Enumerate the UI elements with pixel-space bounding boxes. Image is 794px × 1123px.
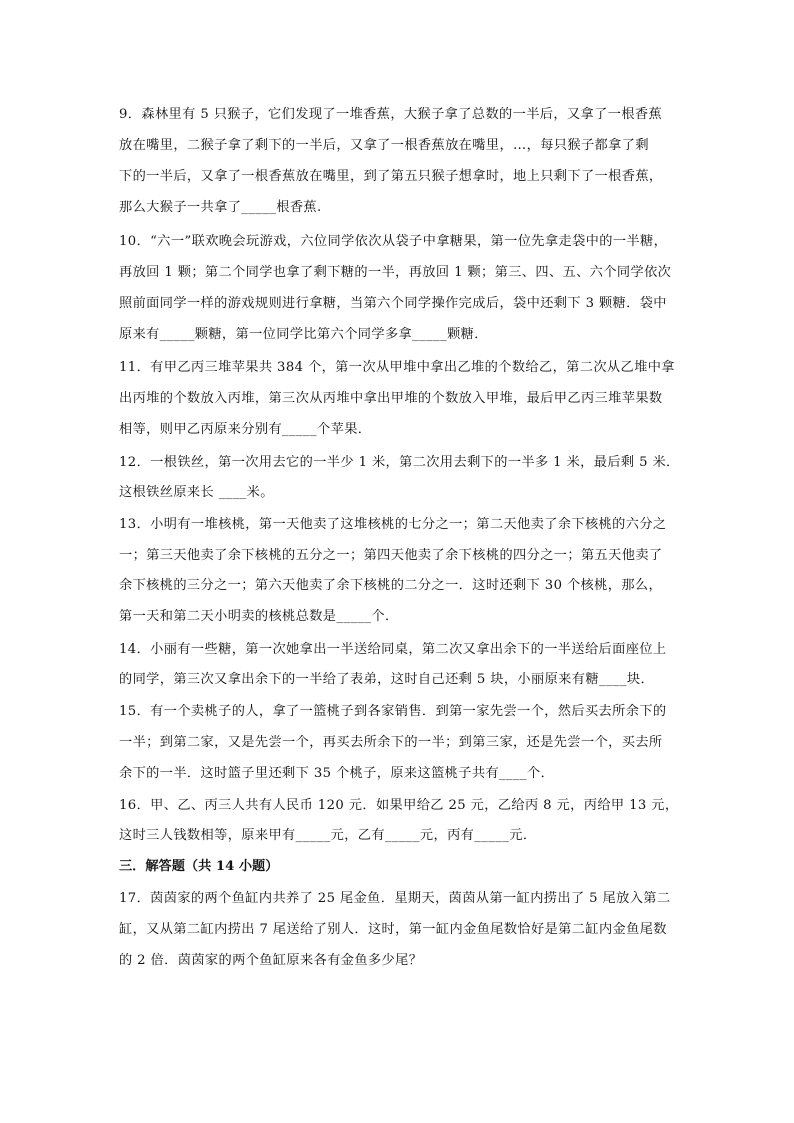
problem-10-line-4: 原来有_____颗糖，第一位同学比第六个同学多拿_____颗糖．: [119, 327, 488, 342]
problem-17-line-3: 的 2 倍．茵茵家的两个鱼缸原来各有金鱼多少尾？: [119, 953, 423, 968]
problem-15-line-2: 一半；到第二家，又是先尝一个，再买去所余下的一半；到第三家，还是先尝一个，买去所: [119, 735, 663, 750]
problem-12-line-1: 12．一根铁丝，第一次用去它的一半少 1 米，第二次用去剩下的一半多 1 米，最后剩 5 米．: [119, 455, 680, 470]
problem-15-line-3: 余下的一半．这时篮子里还剩下 35 个桃子，原来这篮桃子共有____个．: [119, 766, 555, 781]
problem-17-line-2: 缸，又从第二缸内捞出 7 尾送给了别人．这时，第一缸内金鱼尾数恰好是第二缸内金鱼尾数: [119, 922, 667, 937]
section-heading: 三．解答题（共 14 小题）: [119, 859, 279, 874]
problem-9-line-2: 放在嘴里，二猴子拿了剩下的一半后，又拿了一根香蕉放在嘴里，…，每只猴子都拿了剩: [119, 138, 649, 153]
problem-10-line-2: 再放回 1 颗；第二个同学也拿了剩下糖的一半，再放回 1 颗；第三、四、五、六个同学依次: [119, 265, 672, 280]
problem-9-line-3: 下的一半后，又拿了一根香蕉放在嘴里，到了第五只猴子想拿时，地上只剩下了一根香蕉，: [119, 169, 663, 184]
problem-16-line-1: 16．甲、乙、丙三人共有人民币 120 元．如果甲给乙 25 元，乙给丙 8 元，丙给甲 13 元，: [119, 798, 679, 813]
problem-17-line-1: 17．茵茵家的两个鱼缸内共养了 25 尾金鱼．星期天，茵茵从第一缸内捞出了 5 尾放入第二: [119, 891, 671, 906]
problem-10-line-1: 10．“六一”联欢晚会玩游戏，六位同学依次从袋子中拿糖果，第一位先拿走袋中的一半糖，: [119, 234, 668, 249]
problem-13-line-2: 一；第三天他卖了余下核桃的五分之一；第四天他卖了余下核桃的四分之一；第五天他卖了: [119, 548, 663, 563]
problem-14-line-1: 14．小丽有一些糖，第一次她拿出一半送给同桌，第二次又拿出余下的一半送给后面座位上: [119, 642, 667, 657]
problem-16-line-2: 这时三人钱数相等，原来甲有_____元，乙有_____元，丙有_____元．: [119, 828, 537, 843]
problem-13-line-4: 第一天和第二天小明卖的核桃总数是_____个．: [119, 609, 399, 624]
problem-13-line-1: 13．小明有一堆核桃，第一天他卖了这堆核桃的七分之一；第二天他卖了余下核桃的六分之: [119, 517, 667, 532]
problem-12-line-2: 这根铁丝原来长 ____米。: [119, 485, 274, 500]
problem-9-line-4: 那么大猴子一共拿了_____根香蕉.: [119, 200, 322, 215]
problem-10-line-3: 照前面同学一样的游戏规则进行拿糖，当第六个同学操作完成后，袋中还剩下 3 颗糖．袋中: [119, 296, 667, 311]
problem-15-line-1: 15．有一个卖桃子的人，拿了一篮桃子到各家销售．到第一家先尝一个，然后买去所余下的: [119, 704, 667, 719]
problem-13-line-3: 余下核桃的三分之一；第六天他卖了余下核桃的二分之一．这时还剩下 30 个核桃，那么，: [119, 578, 663, 593]
problem-11-line-2: 出丙堆的个数放入丙堆，第三次从丙堆中拿出甲堆的个数放入甲堆，最后甲乙丙三堆苹果数: [119, 391, 663, 406]
problem-11-line-1: 11．有甲乙丙三堆苹果共 384 个，第一次从甲堆中拿出乙堆的个数给乙，第二次从乙堆中拿: [119, 360, 675, 375]
problem-11-line-3: 相等，则甲乙丙原来分别有_____个苹果．: [119, 422, 372, 437]
problem-9-line-1: 9．森林里有 5 只猴子，它们发现了一堆香蕉，大猴子拿了总数的一半后，又拿了一根香蕉: [119, 107, 663, 122]
problem-14-line-2: 的同学，第三次又拿出余下的一半给了表弟，这时自己还剩 5 块，小丽原来有糖____块．: [119, 672, 655, 687]
